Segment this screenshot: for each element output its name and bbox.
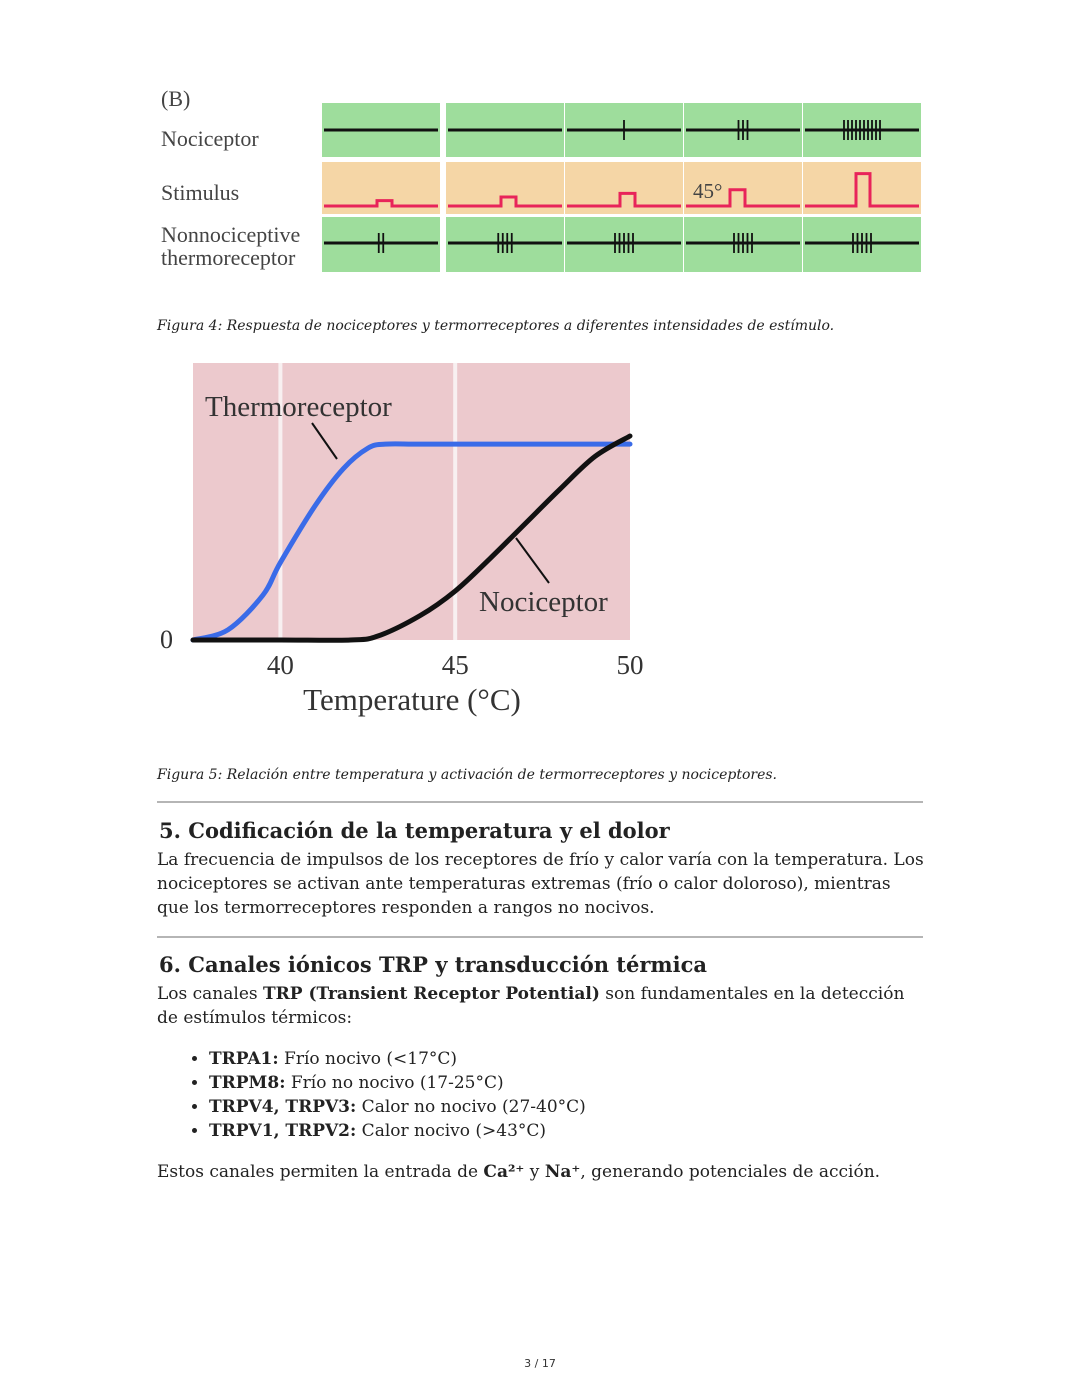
list-item — [209, 1119, 586, 1143]
section-6-intro — [157, 982, 927, 1030]
section-6-closing — [157, 1160, 927, 1184]
channel-name: TRPV4, TRPV3: — [209, 1097, 357, 1117]
x-tick-labels — [267, 650, 644, 680]
section-5-paragraph: La frecuencia de impulsos de los receptores de frío y calor varía con la temperatura. Los nociceptores se activan ante temperaturas extremas (frío o calor doloroso), mientras que los termorreceptores responden a rangos no nocivos. — [157, 850, 924, 918]
intro-text: Los canales — [157, 984, 264, 1004]
channel-description: Frío nocivo (<17°C) — [278, 1049, 458, 1069]
sodium-ion: Na⁺ — [544, 1162, 581, 1182]
channel-name: TRPA1: — [209, 1049, 279, 1069]
intro-text: son fundamentales en la detección de estímulos térmicos: — [157, 984, 905, 1028]
channel-name: TRPV1, TRPV2: — [209, 1121, 357, 1141]
x-tick-label-40: 40 — [266, 650, 294, 680]
channel-description: Frío no nocivo (17-25°C) — [285, 1073, 504, 1093]
x-tick-label-50: 50 — [616, 650, 644, 680]
x-axis-title: Temperature (°C) — [303, 682, 521, 717]
y-tick-label-0: 0 — [160, 625, 173, 654]
stimulus-row-label: Stimulus — [161, 180, 240, 205]
nonnociceptive-row-label-line2: thermoreceptor — [161, 245, 296, 270]
nociceptor-series-label: Nociceptor — [479, 586, 608, 618]
nonnociceptive-row-label-line1: Nonnociceptive — [161, 222, 301, 247]
figure-4-panel-label: (B) — [161, 86, 191, 111]
section-divider — [157, 801, 923, 803]
figure-5-caption: Figura 5: Relación entre temperatura y activación de termorreceptores y nociceptores. — [157, 767, 777, 783]
list-item — [209, 1047, 586, 1071]
closing-text: Estos canales permiten la entrada de — [157, 1162, 484, 1182]
intro-bold-term: TRP (Transient Receptor Potential) — [263, 984, 600, 1004]
x-tick-label-45: 45 — [441, 650, 469, 680]
channel-description: Calor no nocivo (27-40°C) — [356, 1097, 586, 1117]
section-6-heading: 6. Canales iónicos TRP y transducción térmica — [159, 952, 708, 977]
figure-4-caption: Figura 4: Respuesta de nociceptores y termorreceptores a diferentes intensidades de estímulo. — [157, 318, 835, 334]
channel-name: TRPM8: — [209, 1073, 286, 1093]
list-item — [209, 1095, 586, 1119]
channel-description: Calor nocivo (>43°C) — [356, 1121, 547, 1141]
stimulus-45-degree-annotation: 45° — [693, 179, 723, 203]
calcium-ion: Ca²⁺ — [483, 1162, 525, 1182]
section-5-heading: 5. Codificación de la temperatura y el dolor — [159, 818, 670, 843]
nociceptor-row-label: Nociceptor — [161, 126, 259, 151]
figure-4-receptor-responses — [155, 80, 925, 280]
trp-channel-list — [157, 1047, 586, 1143]
list-item — [209, 1071, 586, 1095]
closing-text: , generando potenciales de acción. — [580, 1162, 881, 1182]
figure-4-traces — [322, 103, 921, 272]
thermoreceptor-series-label: Thermoreceptor — [205, 391, 392, 423]
closing-text: y — [524, 1162, 545, 1182]
section-divider — [157, 936, 923, 938]
figure-5-temperature-chart — [155, 358, 675, 728]
page-number: 3 / 17 — [524, 1357, 556, 1370]
